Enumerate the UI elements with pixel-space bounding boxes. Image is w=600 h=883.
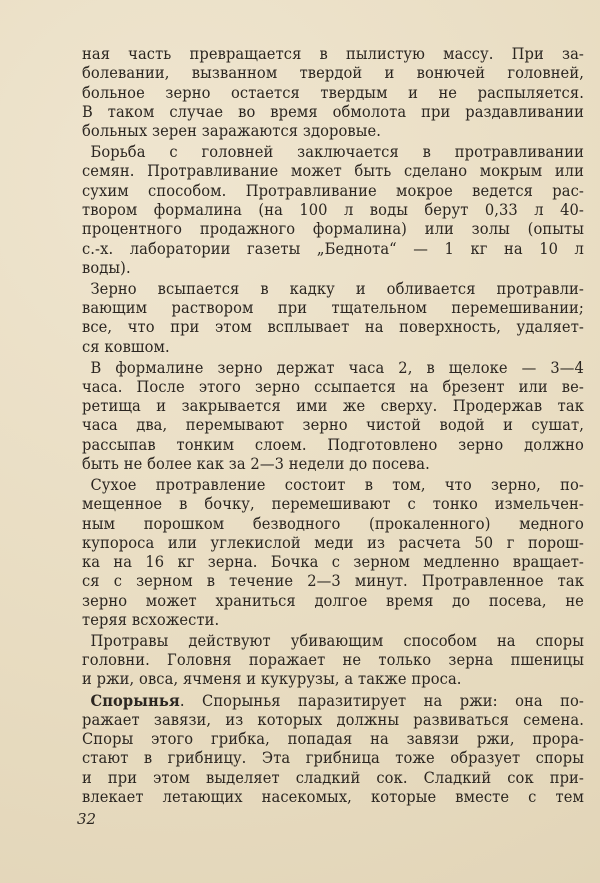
- text-line: теряя всхожести.: [82, 610, 220, 629]
- paragraph: [82, 45, 584, 141]
- text-line: болевании, вызванном твердой и вонючей головней,: [82, 64, 584, 83]
- text-line: и при этом выделяет сладкий сок. Сладкий сок при-: [82, 768, 584, 787]
- text-line-content: . Спорынья паразитирует на ржи: она по-: [179, 692, 584, 711]
- text-line: часа. После этого зерно ссыпается на брезент или ве-: [82, 377, 584, 396]
- paragraph: [82, 359, 584, 475]
- page-body-text: [82, 45, 584, 809]
- text-line: быть не более как за 2—3 недели до посева.: [82, 455, 430, 474]
- text-line: ся с зерном в течение 2—3 минут. Протравленное так: [82, 572, 584, 591]
- paragraph: [82, 143, 584, 278]
- text-line: и ржи, овса, ячменя и кукурузы, а также проса.: [82, 670, 462, 689]
- paragraph: [82, 476, 584, 630]
- text-line: Зерно всыпается в кадку и обливается протравли-: [90, 279, 584, 298]
- paragraph: [82, 632, 584, 690]
- text-line: ным порошком безводного (прокаленного) медного: [82, 514, 584, 533]
- paragraph: [82, 691, 584, 807]
- text-line: семян. Протравливание может быть сделано мокрым или: [82, 162, 584, 181]
- text-line: ся ковшом.: [82, 337, 170, 356]
- text-line: Сухое протравление состоит в том, что зерно, по-: [90, 475, 584, 494]
- text-line: зерно может храниться долгое время до посева, не: [82, 591, 584, 610]
- text-line: Борьба с головней заключается в протравливании: [90, 143, 584, 162]
- text-line: [82, 691, 584, 710]
- text-line: сухим способом. Протравливание мокрое ведется рас-: [82, 181, 584, 200]
- text-line: Протравы действуют убивающим способом на споры: [90, 631, 584, 650]
- paragraph: [82, 280, 584, 357]
- text-line: воды).: [82, 258, 131, 277]
- text-line: ная часть превращается в пылистую массу. При за-: [82, 45, 584, 63]
- text-line: ражает завязи, из которых должны развиваться семена.: [82, 710, 584, 729]
- text-line: мещенное в бочку, перемешивают с тонко измельчен-: [82, 495, 584, 514]
- text-line: Споры этого грибка, попадая на завязи ржи, прора-: [82, 729, 584, 748]
- text-line: вающим раствором при тщательном перемешивании;: [82, 299, 584, 318]
- text-line: все, что при этом всплывает на поверхность, удаляет-: [82, 318, 584, 337]
- text-line: рассыпав тонким слоем. Подготовлено зерно должно: [82, 435, 584, 454]
- text-line: купороса или углекислой меди из расчета 50 г порош-: [82, 533, 584, 552]
- text-line: больное зерно остается твердым и не распыляется.: [82, 83, 584, 102]
- text-line: процентного продажного формалина) или золы (опыты: [82, 220, 584, 239]
- text-line: твором формалина (на 100 л воды берут 0,33 л 40-: [82, 200, 584, 219]
- text-line: с.-х. лаборатории газеты „Беднота“ — 1 кг на 10 л: [82, 239, 584, 258]
- page-number: 32: [77, 810, 97, 828]
- text-line: ретища и закрывается ими же сверху. Продержав так: [82, 397, 584, 416]
- text-line: влекает летающих насекомых, которые вместе с тем: [82, 787, 584, 806]
- text-line: В формалине зерно держат часа 2, в щелоке — 3—4: [90, 358, 584, 377]
- text-line: ка на 16 кг зерна. Бочка с зерном медленно вращает-: [82, 553, 584, 572]
- text-line: В таком случае во время обмолота при раздавливании: [82, 102, 584, 121]
- text-line: часа два, перемывают зерно чистой водой и сушат,: [82, 416, 584, 435]
- text-line: стают в грибницу. Эта грибница тоже образует споры: [82, 749, 584, 768]
- text-line: больных зерен заражаются здоровые.: [82, 122, 382, 141]
- section-heading: Спорынья: [90, 691, 180, 711]
- text-line: головни. Головня поражает не только зерна пшеницы: [82, 651, 584, 670]
